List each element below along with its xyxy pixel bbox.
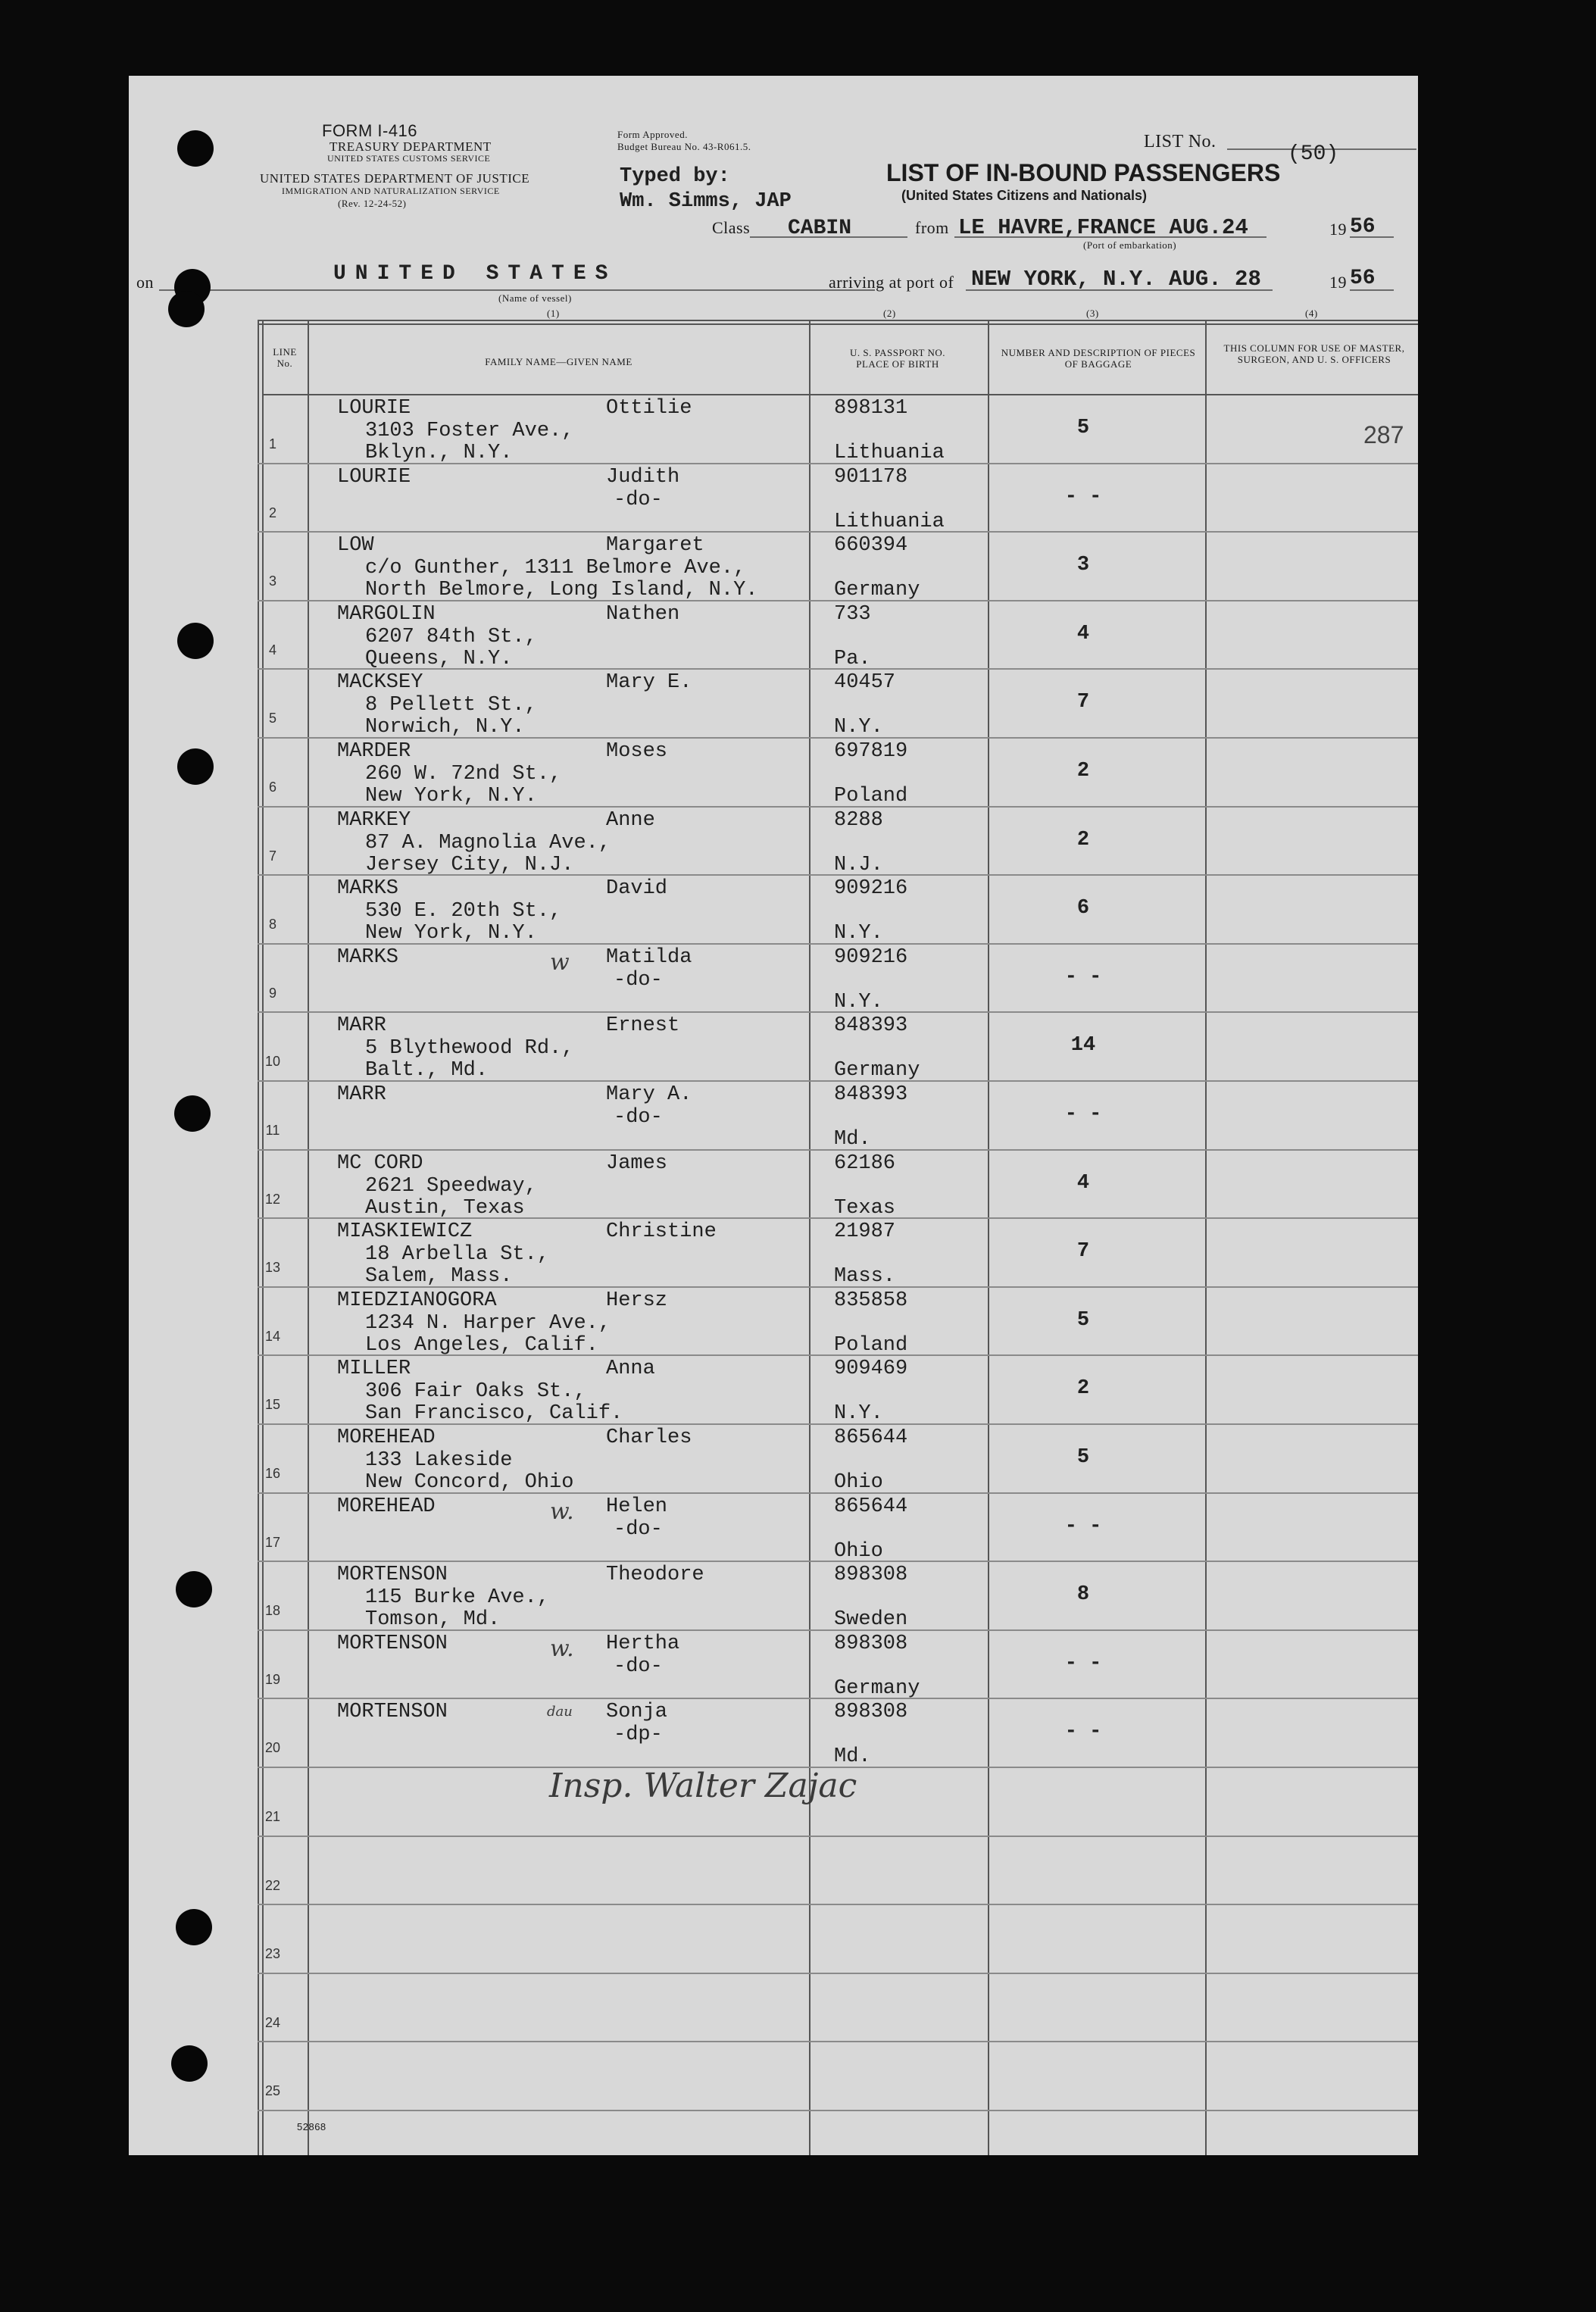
col-num-4: (4): [1305, 308, 1318, 319]
given-name-ditto: -do-: [614, 1517, 663, 1541]
given-name: Anna: [606, 1358, 655, 1381]
binder-hole-1: [177, 130, 214, 167]
arrival-year-prefix: 19: [1329, 273, 1347, 292]
given-name: Moses: [606, 740, 668, 763]
year-prefix: 19: [1329, 220, 1347, 239]
binder-hole-8: [176, 1909, 212, 1945]
given-name: Mary A.: [606, 1083, 692, 1106]
baggage-count: 4: [1076, 1171, 1090, 1195]
row-divider: [258, 2041, 1418, 2042]
place-of-birth: Md.: [834, 1745, 871, 1769]
baggage-count: 8: [1076, 1583, 1090, 1607]
line-number: 8: [268, 917, 276, 933]
given-name-ditto: -do-: [614, 1106, 663, 1129]
passport-number: 733: [834, 602, 871, 626]
family-name: MORTENSON: [337, 1564, 448, 1587]
line-number: 12: [264, 1191, 281, 1207]
dept-justice-sub: IMMIGRATION AND NATURALIZATION SERVICE: [282, 186, 500, 196]
row-divider: [258, 1973, 1418, 1974]
address-line-2: Bklyn., N.Y.: [365, 442, 513, 464]
address-line-2: New York, N.Y.: [365, 922, 537, 945]
passport-number: 909216: [834, 945, 908, 969]
address-line-1: 530 E. 20th St.,: [365, 900, 562, 923]
line-number: 16: [264, 1466, 281, 1481]
relationship-mark: w: [550, 948, 570, 976]
address-line-1: 1234 N. Harper Ave.,: [365, 1311, 611, 1335]
binder-hole-5: [177, 748, 214, 785]
family-name: MARKS: [337, 877, 399, 901]
given-name: Ottilie: [606, 397, 692, 420]
baggage-count: 3: [1076, 554, 1090, 577]
given-name: Charles: [606, 1426, 692, 1449]
relationship-mark: dau: [547, 1704, 573, 1720]
budget-bureau: Budget Bureau No. 43-R061.5.: [617, 141, 751, 152]
family-name: MOREHEAD: [337, 1495, 436, 1518]
baggage-count: 7: [1076, 691, 1090, 714]
passport-number: 901178: [834, 465, 908, 489]
address-line-1: 260 W. 72nd St.,: [365, 763, 562, 786]
address-line-1: 18 Arbella St.,: [365, 1243, 550, 1267]
family-name: MOREHEAD: [337, 1426, 436, 1449]
binder-hole-4: [177, 623, 214, 659]
list-no-value: (50): [1288, 142, 1339, 166]
family-name: LOURIE: [337, 397, 411, 420]
place-of-birth: Germany: [834, 1676, 920, 1700]
place-of-birth: Ohio: [834, 1471, 883, 1494]
baggage-count: - -: [1064, 1651, 1102, 1675]
dept-treasury: TREASURY DEPARTMENT: [330, 139, 492, 154]
place-of-birth: Pa.: [834, 647, 871, 670]
baggage-count: - -: [1064, 485, 1102, 508]
col-num-1: (1): [547, 308, 560, 319]
given-name-ditto: -dp-: [614, 1723, 663, 1747]
family-name: MORTENSON: [337, 1632, 448, 1655]
passport-number: 865644: [834, 1426, 908, 1449]
address-line-2: North Belmore, Long Island, N.Y.: [365, 579, 758, 602]
line-number: 19: [264, 1671, 281, 1687]
address-line-2: Los Angeles, Calif.: [365, 1333, 598, 1357]
vessel-note: (Name of vessel): [498, 292, 572, 304]
baggage-count: - -: [1064, 1103, 1102, 1126]
binder-hole-9: [171, 2045, 208, 2082]
family-name: MARKS: [337, 945, 399, 969]
manifest-page: [129, 76, 1418, 2155]
given-name: Mary E.: [606, 671, 692, 695]
baggage-count: 5: [1076, 1308, 1090, 1332]
baggage-count: 7: [1076, 1240, 1090, 1264]
place-of-birth: Texas: [834, 1196, 896, 1220]
family-name: MIEDZIANOGORA: [337, 1289, 497, 1312]
row-divider: [258, 2110, 1418, 2111]
line-number: 11: [265, 1123, 280, 1138]
dept-justice: UNITED STATES DEPARTMENT OF JUSTICE: [260, 171, 530, 186]
baggage-count: 14: [1070, 1034, 1096, 1058]
on-label: on: [136, 273, 154, 292]
passport-number: 660394: [834, 534, 908, 558]
passport-number: 8288: [834, 808, 883, 832]
given-name: Matilda: [606, 945, 692, 969]
place-of-birth: Lithuania: [834, 442, 945, 464]
line-number: 25: [264, 2083, 281, 2099]
col-head-baggage: NUMBER AND DESCRIPTION OF PIECES OF BAGGAGE: [1001, 347, 1196, 370]
line-number: 10: [264, 1054, 281, 1070]
baggage-count: 2: [1076, 1377, 1090, 1401]
relationship-mark: w.: [550, 1635, 574, 1662]
address-line-2: New York, N.Y.: [365, 785, 537, 808]
form-number: FORM I-416: [322, 121, 418, 140]
baggage-count: 4: [1076, 622, 1090, 645]
place-of-birth: N.Y.: [834, 1402, 883, 1426]
family-name: MACKSEY: [337, 671, 423, 695]
family-name: MORTENSON: [337, 1701, 448, 1724]
address-line-2: Norwich, N.Y.: [365, 716, 525, 739]
given-name: Theodore: [606, 1564, 704, 1587]
family-name: MARDER: [337, 740, 411, 763]
passport-number: 898308: [834, 1632, 908, 1655]
given-name: Hersz: [606, 1289, 668, 1312]
from-label: from: [915, 218, 949, 237]
passport-number: 909469: [834, 1358, 908, 1381]
family-name: MARKEY: [337, 808, 411, 832]
place-of-birth: Md.: [834, 1128, 871, 1151]
typed-by-name: Wm. Simms, JAP: [620, 190, 792, 213]
passport-number: 697819: [834, 740, 908, 763]
arriving-label: arriving at port of: [829, 273, 954, 292]
address-line-1: 2621 Speedway,: [365, 1174, 537, 1198]
col-num-2: (2): [883, 308, 896, 319]
place-of-birth: Ohio: [834, 1539, 883, 1563]
given-name-ditto: -do-: [614, 488, 663, 511]
place-of-birth: Poland: [834, 785, 908, 808]
address-line-2: San Francisco, Calif.: [365, 1402, 623, 1426]
address-line-1: c/o Gunther, 1311 Belmore Ave.,: [365, 557, 746, 580]
binder-hole-6: [174, 1095, 211, 1132]
list-title: LIST OF IN-BOUND PASSENGERS: [886, 159, 1281, 186]
col-head-officers: THIS COLUMN FOR USE OF MASTER, SURGEON, AND U. S. OFFICERS: [1223, 342, 1405, 365]
given-name: Margaret: [606, 534, 704, 558]
col-head-name: FAMILY NAME—GIVEN NAME: [485, 356, 632, 367]
passport-number: 21987: [834, 1220, 896, 1244]
given-name: Helen: [606, 1495, 668, 1518]
baggage-count: 2: [1076, 760, 1090, 783]
address-line-2: Queens, N.Y.: [365, 647, 513, 670]
family-name: MILLER: [337, 1358, 411, 1381]
class-label: Class: [712, 218, 751, 237]
address-line-2: Salem, Mass.: [365, 1265, 513, 1289]
given-name: Nathen: [606, 602, 680, 626]
address-line-2: Jersey City, N.J.: [365, 853, 574, 876]
address-line-1: 8 Pellett St.,: [365, 694, 537, 717]
place-of-birth: N.J.: [834, 853, 883, 876]
passport-number: 848393: [834, 1014, 908, 1038]
line-number: 20: [264, 1740, 281, 1756]
place-of-birth: Germany: [834, 1059, 920, 1083]
dept-treasury-sub: UNITED STATES CUSTOMS SERVICE: [327, 153, 491, 164]
line-number: 2: [268, 505, 276, 520]
line-number: 5: [268, 711, 276, 726]
line-number: 24: [264, 2014, 281, 2030]
footer-code: 52868: [297, 2121, 326, 2132]
passport-number: 898308: [834, 1564, 908, 1587]
line-number: 17: [264, 1534, 281, 1550]
passport-number: 909216: [834, 877, 908, 901]
baggage-count: 5: [1076, 1446, 1090, 1469]
address-line-2: Balt., Md.: [365, 1059, 489, 1083]
arrival-year-value: 56: [1350, 267, 1376, 290]
line-number: 14: [264, 1328, 281, 1344]
address-line-1: 6207 84th St.,: [365, 625, 537, 648]
port-of-embarkation: LE HAVRE,FRANCE AUG.24: [958, 215, 1248, 240]
inspector-signature: Insp. Walter Zajac: [549, 1767, 857, 1805]
form-approved: Form Approved.: [617, 129, 688, 140]
line-number: 21: [264, 1809, 281, 1824]
baggage-count: 5: [1076, 417, 1090, 439]
col-head-passport: U. S. PASSPORT NO. PLACE OF BIRTH: [850, 347, 945, 370]
line-number: 9: [268, 985, 276, 1001]
list-no-label: LIST No.: [1144, 132, 1217, 152]
address-line-1: 115 Burke Ave.,: [365, 1586, 550, 1610]
port-embark-note: (Port of embarkation): [1083, 239, 1177, 251]
line-number: 6: [268, 780, 276, 795]
passport-number: 865644: [834, 1495, 908, 1518]
family-name: MARGOLIN: [337, 602, 436, 626]
relationship-mark: w.: [550, 1498, 574, 1525]
family-name: MARR: [337, 1083, 386, 1106]
line-number: 23: [264, 1946, 281, 1962]
address-line-1: 306 Fair Oaks St.,: [365, 1380, 586, 1404]
place-of-birth: Mass.: [834, 1265, 896, 1289]
passport-number: 835858: [834, 1289, 908, 1312]
form-revision: (Rev. 12-24-52): [338, 198, 407, 209]
port-of-arrival: NEW YORK, N.Y. AUG. 28: [971, 267, 1261, 292]
given-name: Anne: [606, 808, 655, 832]
place-of-birth: Poland: [834, 1333, 908, 1357]
line-number: 15: [264, 1397, 281, 1413]
passport-number: 898308: [834, 1701, 908, 1724]
line-number: 18: [264, 1603, 281, 1619]
place-of-birth: Lithuania: [834, 510, 945, 533]
line-number: 13: [264, 1260, 281, 1276]
family-name: MIASKIEWICZ: [337, 1220, 473, 1244]
given-name: Judith: [606, 465, 680, 489]
list-subtitle: (United States Citizens and Nationals): [901, 188, 1148, 203]
given-name: Christine: [606, 1220, 717, 1244]
family-name: MARR: [337, 1014, 386, 1038]
given-name: David: [606, 877, 668, 901]
given-name: Sonja: [606, 1701, 668, 1724]
row-divider: [258, 1836, 1418, 1837]
binder-hole-3: [168, 291, 205, 327]
address-line-2: Austin, Texas: [365, 1196, 525, 1220]
line-number: 22: [264, 1877, 281, 1893]
passport-number: 62186: [834, 1151, 896, 1175]
place-of-birth: N.Y.: [834, 990, 883, 1014]
address-line-1: 3103 Foster Ave.,: [365, 420, 574, 442]
given-name: Ernest: [606, 1014, 680, 1038]
given-name-ditto: -do-: [614, 968, 663, 992]
place-of-birth: Sweden: [834, 1608, 908, 1632]
class-value: CABIN: [788, 217, 852, 240]
address-line-2: New Concord, Ohio: [365, 1471, 574, 1494]
binder-hole-7: [176, 1571, 212, 1607]
place-of-birth: Germany: [834, 579, 920, 602]
passport-number: 848393: [834, 1083, 908, 1106]
line-number: 7: [268, 848, 276, 864]
baggage-count: - -: [1064, 1514, 1102, 1538]
baggage-count: - -: [1064, 965, 1102, 989]
family-name: LOURIE: [337, 465, 411, 489]
address-line-1: 87 A. Magnolia Ave.,: [365, 831, 611, 855]
place-of-birth: N.Y.: [834, 922, 883, 945]
officer-annotation: 287: [1363, 421, 1404, 448]
line-number: 3: [268, 573, 276, 589]
passport-number: 898131: [834, 397, 908, 420]
baggage-count: - -: [1064, 1720, 1102, 1744]
line-number: 1: [268, 436, 276, 451]
given-name-ditto: -do-: [614, 1654, 663, 1678]
col-num-3: (3): [1086, 308, 1099, 319]
baggage-count: 2: [1076, 828, 1090, 851]
address-line-1: 5 Blythewood Rd.,: [365, 1037, 574, 1061]
given-name: James: [606, 1151, 668, 1175]
given-name: Hertha: [606, 1632, 680, 1655]
place-of-birth: N.Y.: [834, 716, 883, 739]
family-name: LOW: [337, 534, 374, 558]
line-number: 4: [268, 642, 276, 658]
year-value: 56: [1350, 215, 1376, 239]
typed-by-label: Typed by:: [620, 165, 730, 188]
address-line-2: Tomson, Md.: [365, 1608, 501, 1632]
baggage-count: 6: [1076, 897, 1090, 920]
vessel-name: UNITED STATES: [333, 262, 617, 286]
passport-number: 40457: [834, 671, 896, 695]
address-line-1: 133 Lakeside: [365, 1449, 513, 1472]
row-divider: [258, 1904, 1418, 1905]
family-name: MC CORD: [337, 1151, 423, 1175]
col-head-line-no: LINE No.: [273, 346, 297, 369]
